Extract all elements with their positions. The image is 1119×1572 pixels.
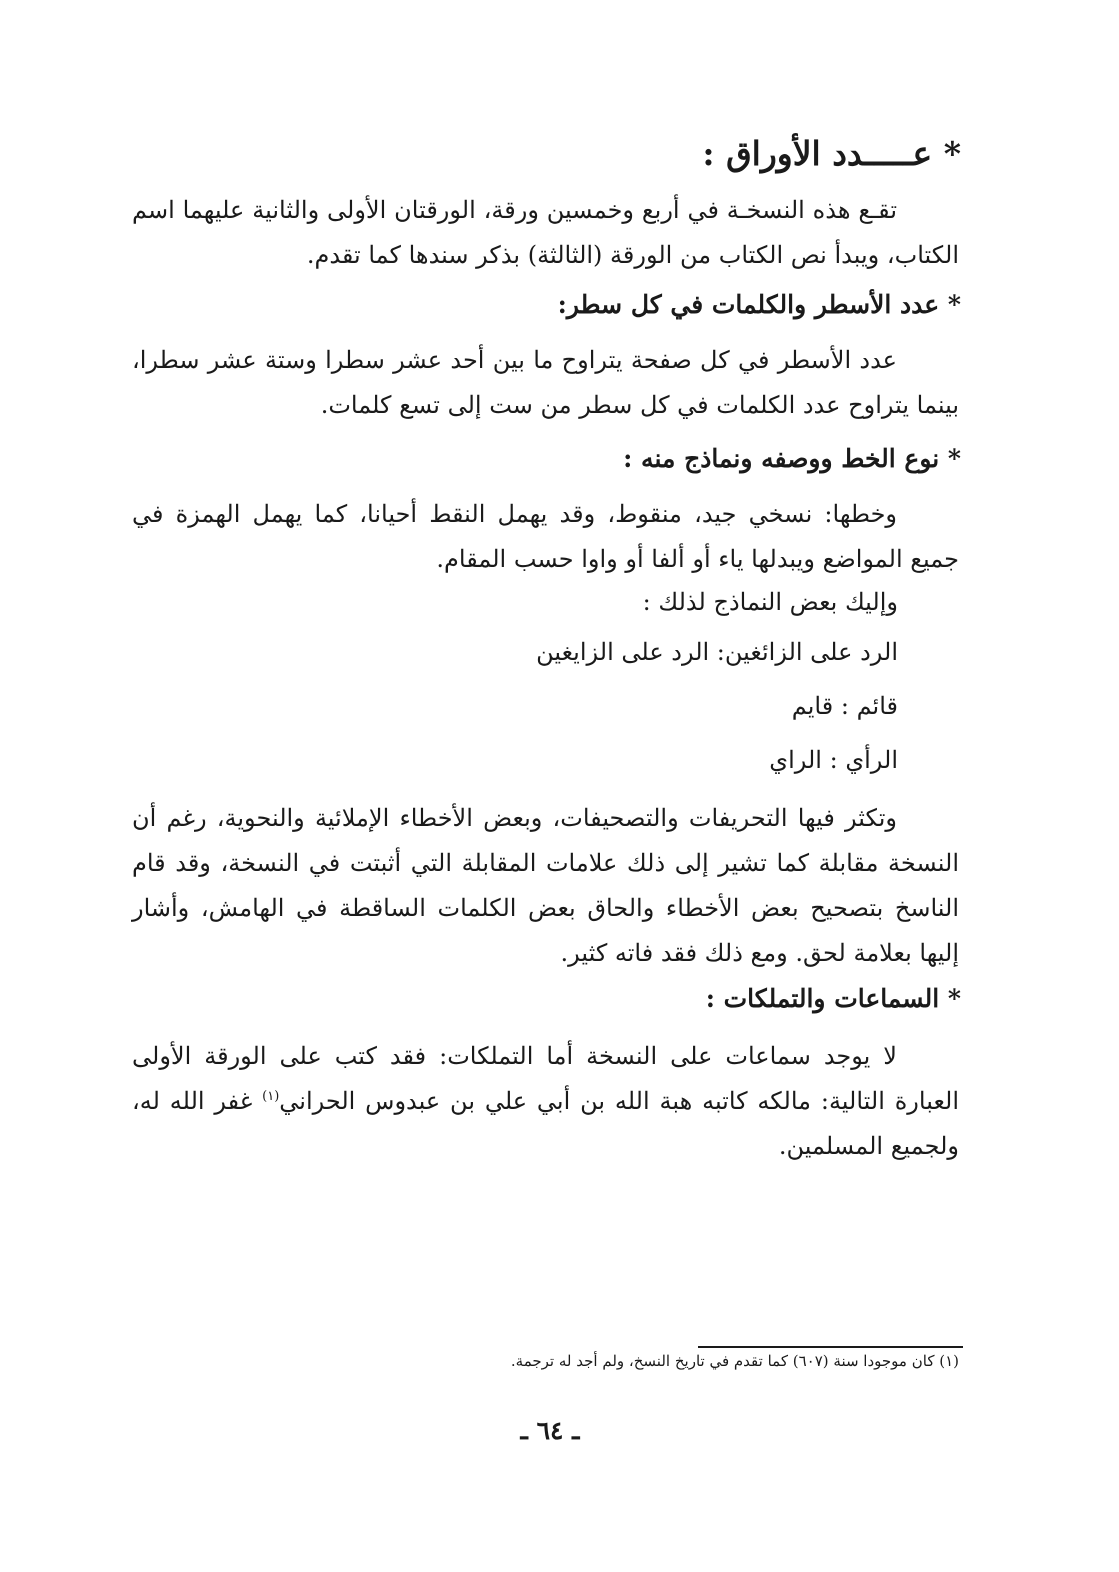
footnote: (١) كان موجودا سنة (٦٠٧) كما تقدم في تاريخ النسخ، ولم أجد له ترجمة. bbox=[510, 1352, 959, 1370]
paragraph-copy-errors: وتكثر فيها التحريفات والتصحيفات، وبعض الأخطاء الإملائية والنحوية، رغم أن النسخة مقابلة كما تشير إلى ذلك علامات المقابلة التي أثبتت في النسخة، وقد قام الناسخ بتصحيح بعض الأخطاء والحاق بعض الكلمات الساقطة في الهامش، وأشار إليها بعلامة لحق. ومع ذلك فقد فاته كثير. bbox=[132, 804, 959, 967]
example-item: قائم : قايم bbox=[791, 692, 898, 720]
paragraph-lines-words: عدد الأسطر في كل صفحة يتراوح ما بين أحد عشر سطرا وستة عشر سطرا، بينما يتراوح عدد الكلمات في كل سطر من ست إلى تسع كلمات. bbox=[132, 346, 959, 419]
ownership-text-end: غفر الله له، ولجميع المسلمين. bbox=[132, 1087, 959, 1160]
footnote-divider bbox=[698, 1346, 963, 1348]
example-item: الرأي : الراي bbox=[769, 746, 898, 774]
heading-lines-words: * عدد الأسطر والكلمات في كل سطر: bbox=[557, 290, 961, 319]
examples-intro: وإليك بعض النماذج لذلك : bbox=[642, 588, 898, 616]
paragraph-auditions-ownership bbox=[132, 1034, 959, 1169]
ownership-text: لا يوجد سماعات على النسخة أما التملكات: فقد كتب على الورقة الأولى العبارة التالية: مالكه كاتبه هبة الله بن أبي علي بن عبدوس الحراني bbox=[132, 1042, 960, 1115]
page-number: ـ ٦٤ ـ bbox=[520, 1416, 580, 1445]
heading-auditions-ownership: * السماعات والتملكات : bbox=[705, 984, 961, 1013]
example-item: الرد على الزائغين: الرد على الزايغين bbox=[536, 638, 898, 666]
heading-script-type: * نوع الخط ووصفه ونماذج منه : bbox=[623, 444, 961, 473]
heading-folio-count: * عـــــدد الأوراق : bbox=[702, 134, 961, 173]
paragraph-folio-count: تقـع هذه النسخـة في أربع وخمسين ورقة، الورقتان الأولى والثانية عليهما اسم الكتاب، ويبدأ نص الكتاب من الورقة (الثالثة) بذكر سندها كما تقدم. bbox=[132, 196, 959, 269]
paragraph-script-description: وخطها: نسخي جيد، منقوط، وقد يهمل النقط أحيانا، كما يهمل الهمزة في جميع المواضع ويبدلها ياء أو ألفا أو واوا حسب المقام. bbox=[132, 500, 959, 573]
footnote-marker: (١) bbox=[262, 1089, 280, 1104]
